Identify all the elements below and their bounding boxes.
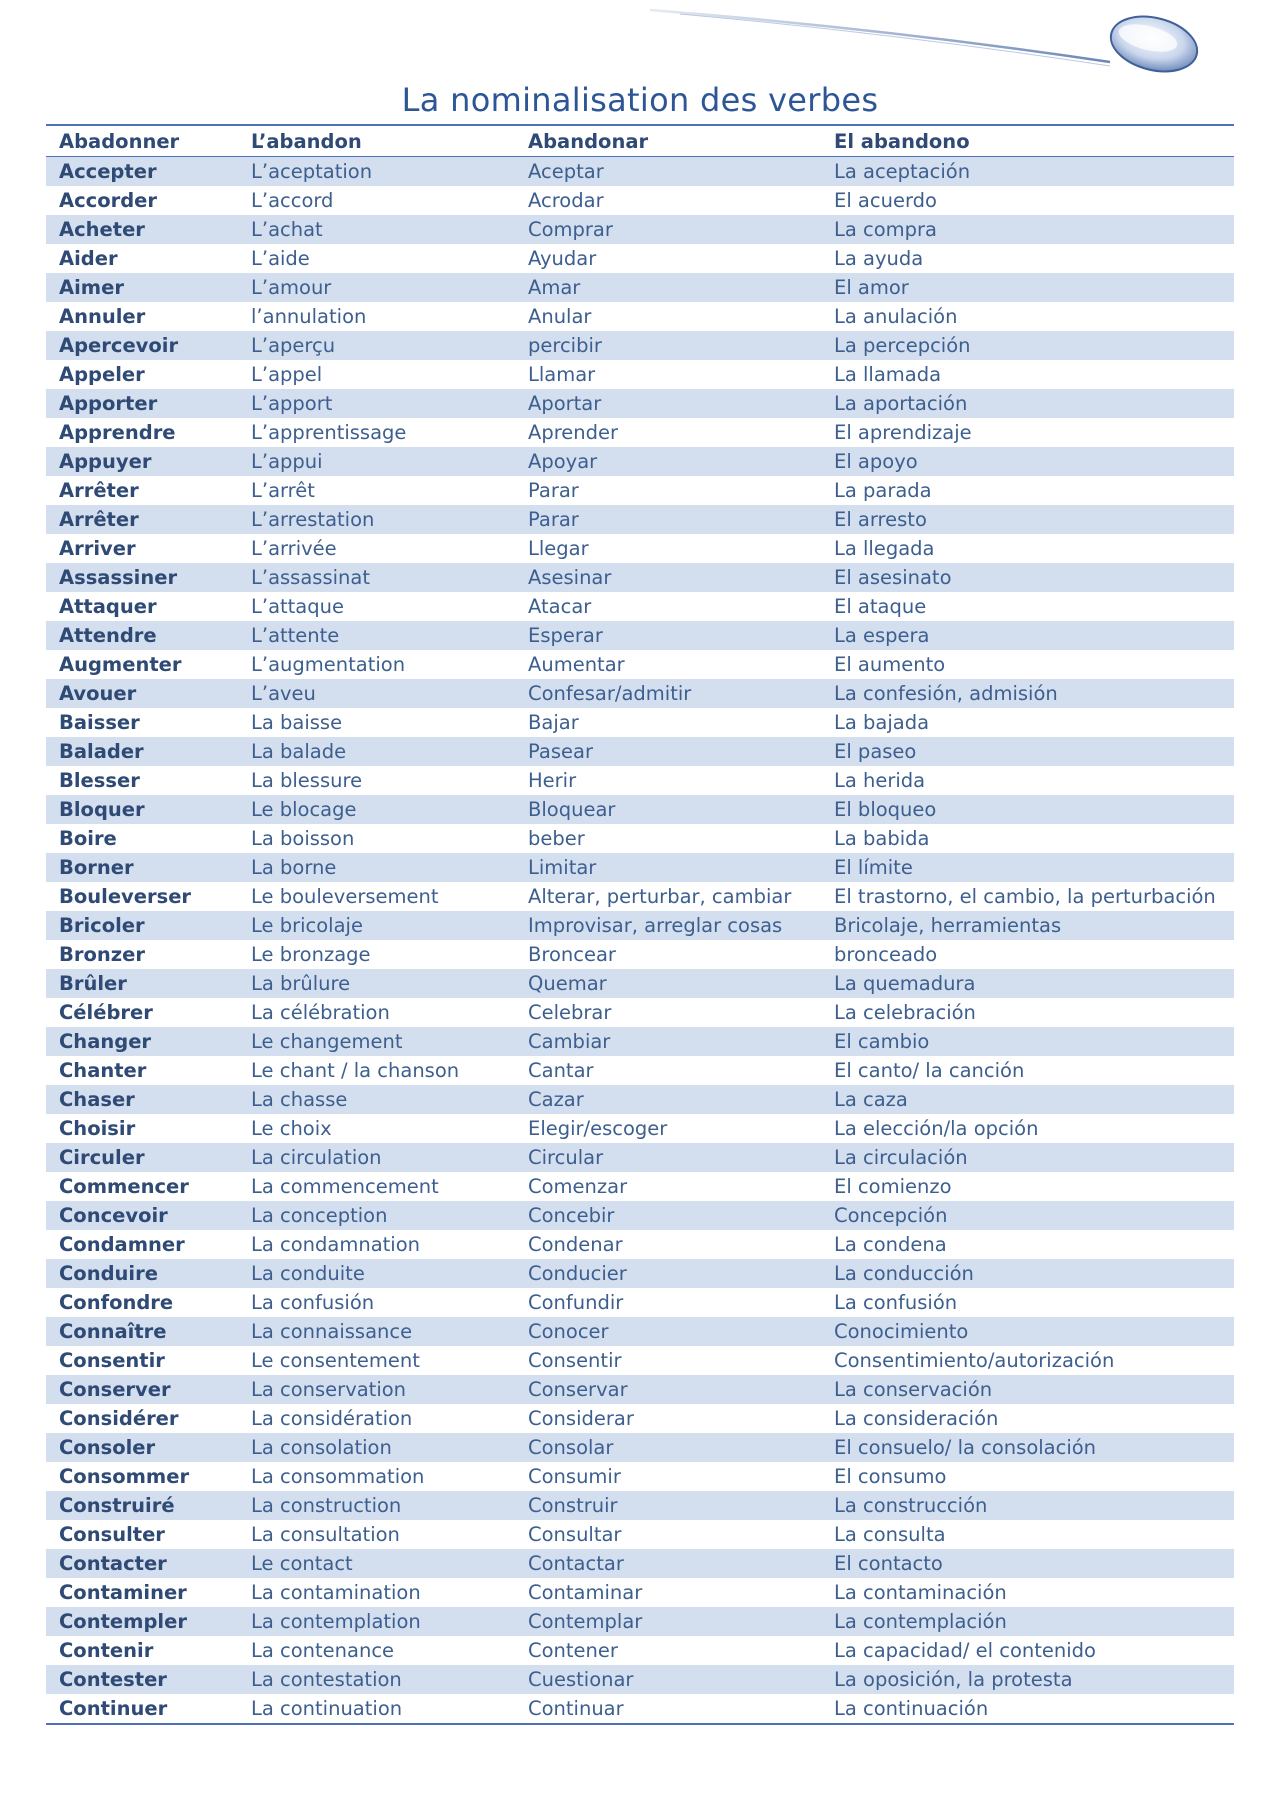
french-verb: Boire <box>46 824 238 853</box>
spanish-verb: Comenzar <box>515 1172 821 1201</box>
spanish-verb: Esperar <box>515 621 821 650</box>
spanish-noun: La contemplación <box>821 1607 1234 1636</box>
spanish-noun: El consuelo/ la consolación <box>821 1433 1234 1462</box>
header-spanish-verb: Abandonar <box>515 126 821 157</box>
table-row <box>46 1433 1234 1462</box>
spanish-noun: La consulta <box>821 1520 1234 1549</box>
spanish-noun: La anulación <box>821 302 1234 331</box>
french-verb: Conduire <box>46 1259 238 1288</box>
french-verb: Condamner <box>46 1230 238 1259</box>
spanish-noun: La aceptación <box>821 157 1234 187</box>
spanish-verb: Quemar <box>515 969 821 998</box>
spanish-verb: Concebir <box>515 1201 821 1230</box>
spanish-verb: Aportar <box>515 389 821 418</box>
table-row <box>46 331 1234 360</box>
french-noun: L’appui <box>238 447 515 476</box>
spanish-noun: La capacidad/ el contenido <box>821 1636 1234 1665</box>
spanish-verb: Ayudar <box>515 244 821 273</box>
spanish-noun: Conocimiento <box>821 1317 1234 1346</box>
french-verb: Attaquer <box>46 592 238 621</box>
spanish-verb: Parar <box>515 476 821 505</box>
table-row <box>46 1549 1234 1578</box>
table-row <box>46 1636 1234 1665</box>
spanish-verb: Cantar <box>515 1056 821 1085</box>
french-noun: L’aide <box>238 244 515 273</box>
table-row <box>46 766 1234 795</box>
french-noun: L’augmentation <box>238 650 515 679</box>
french-verb: Bouleverser <box>46 882 238 911</box>
table-row <box>46 273 1234 302</box>
french-noun: La commencement <box>238 1172 515 1201</box>
spanish-noun: El paseo <box>821 737 1234 766</box>
spanish-noun: El ataque <box>821 592 1234 621</box>
french-verb: Changer <box>46 1027 238 1056</box>
french-verb: Commencer <box>46 1172 238 1201</box>
french-verb: Consoler <box>46 1433 238 1462</box>
french-verb: Choisir <box>46 1114 238 1143</box>
french-noun: La connaissance <box>238 1317 515 1346</box>
table-row <box>46 795 1234 824</box>
french-noun: La chasse <box>238 1085 515 1114</box>
french-noun: L’arrêt <box>238 476 515 505</box>
french-verb: Célébrer <box>46 998 238 1027</box>
spanish-verb: Pasear <box>515 737 821 766</box>
spanish-verb: percibir <box>515 331 821 360</box>
table-row <box>46 1607 1234 1636</box>
spanish-verb: Consumir <box>515 1462 821 1491</box>
spanish-noun: El amor <box>821 273 1234 302</box>
french-verb: Construiré <box>46 1491 238 1520</box>
french-noun: La contemplation <box>238 1607 515 1636</box>
french-noun: La célébration <box>238 998 515 1027</box>
french-noun: La contamination <box>238 1578 515 1607</box>
french-verb: Assassiner <box>46 563 238 592</box>
spanish-verb: Conservar <box>515 1375 821 1404</box>
table-row <box>46 737 1234 766</box>
spanish-noun: El trastorno, el cambio, la perturbación <box>821 882 1234 911</box>
french-verb: Accorder <box>46 186 238 215</box>
brand-logo <box>640 4 1200 80</box>
french-verb: Blesser <box>46 766 238 795</box>
french-noun: L’assassinat <box>238 563 515 592</box>
table-row <box>46 186 1234 215</box>
table-row <box>46 1317 1234 1346</box>
table-row <box>46 708 1234 737</box>
french-verb: Brûler <box>46 969 238 998</box>
french-verb: Baisser <box>46 708 238 737</box>
spanish-verb: Circular <box>515 1143 821 1172</box>
table-row <box>46 824 1234 853</box>
french-verb: Appuyer <box>46 447 238 476</box>
spanish-verb: Contener <box>515 1636 821 1665</box>
french-verb: Bloquer <box>46 795 238 824</box>
spanish-verb: Apoyar <box>515 447 821 476</box>
french-verb: Arriver <box>46 534 238 563</box>
table-row <box>46 1201 1234 1230</box>
french-noun: Le consentement <box>238 1346 515 1375</box>
french-noun: L’aceptation <box>238 157 515 187</box>
spanish-verb: Condenar <box>515 1230 821 1259</box>
spanish-noun: Consentimiento/autorización <box>821 1346 1234 1375</box>
table-row <box>46 215 1234 244</box>
spanish-noun: El comienzo <box>821 1172 1234 1201</box>
french-verb: Chaser <box>46 1085 238 1114</box>
table-row <box>46 563 1234 592</box>
french-verb: Appeler <box>46 360 238 389</box>
french-noun: L’attaque <box>238 592 515 621</box>
table-row <box>46 592 1234 621</box>
spanish-verb: Cambiar <box>515 1027 821 1056</box>
french-noun: L’achat <box>238 215 515 244</box>
french-noun: Le bricolaje <box>238 911 515 940</box>
french-verb: Chanter <box>46 1056 238 1085</box>
spanish-noun: La confusión <box>821 1288 1234 1317</box>
page-title: La nominalisation des verbes <box>401 81 879 119</box>
spanish-noun: La babida <box>821 824 1234 853</box>
table-body <box>46 157 1234 1724</box>
spanish-verb: Cazar <box>515 1085 821 1114</box>
french-noun: La condamnation <box>238 1230 515 1259</box>
spanish-noun: bronceado <box>821 940 1234 969</box>
french-noun: La blessure <box>238 766 515 795</box>
french-verb: Connaître <box>46 1317 238 1346</box>
spanish-noun: El apoyo <box>821 447 1234 476</box>
french-noun: Le contact <box>238 1549 515 1578</box>
table-row <box>46 1288 1234 1317</box>
spanish-verb: Cuestionar <box>515 1665 821 1694</box>
french-noun: La construction <box>238 1491 515 1520</box>
french-noun: L’appel <box>238 360 515 389</box>
spanish-verb: Limitar <box>515 853 821 882</box>
french-verb: Contempler <box>46 1607 238 1636</box>
french-noun: La conservation <box>238 1375 515 1404</box>
spanish-noun: La conservación <box>821 1375 1234 1404</box>
table-row <box>46 1056 1234 1085</box>
french-noun: La contenance <box>238 1636 515 1665</box>
spanish-noun: La espera <box>821 621 1234 650</box>
table-row <box>46 302 1234 331</box>
table-row <box>46 1578 1234 1607</box>
spanish-noun: La circulación <box>821 1143 1234 1172</box>
spanish-verb: Consentir <box>515 1346 821 1375</box>
french-verb: Bricoler <box>46 911 238 940</box>
spanish-verb: Anular <box>515 302 821 331</box>
spanish-verb: Acrodar <box>515 186 821 215</box>
spanish-verb: Atacar <box>515 592 821 621</box>
french-noun: La conception <box>238 1201 515 1230</box>
table-row <box>46 940 1234 969</box>
spanish-verb: Llamar <box>515 360 821 389</box>
french-verb: Consommer <box>46 1462 238 1491</box>
spanish-noun: La herida <box>821 766 1234 795</box>
spanish-verb: Parar <box>515 505 821 534</box>
french-noun: La conduite <box>238 1259 515 1288</box>
french-noun: l’annulation <box>238 302 515 331</box>
french-verb: Contaminer <box>46 1578 238 1607</box>
spanish-verb: Confesar/admitir <box>515 679 821 708</box>
table-row <box>46 1172 1234 1201</box>
table-row <box>46 1085 1234 1114</box>
spanish-noun: El aprendizaje <box>821 418 1234 447</box>
table-row <box>46 1404 1234 1433</box>
spanish-verb: Conocer <box>515 1317 821 1346</box>
french-noun: L’aperçu <box>238 331 515 360</box>
table-row <box>46 969 1234 998</box>
french-noun: Le bronzage <box>238 940 515 969</box>
spanish-verb: Amar <box>515 273 821 302</box>
french-verb: Balader <box>46 737 238 766</box>
table-row <box>46 447 1234 476</box>
french-verb: Confondre <box>46 1288 238 1317</box>
table-row <box>46 389 1234 418</box>
spanish-noun: La llamada <box>821 360 1234 389</box>
spanish-verb: Bajar <box>515 708 821 737</box>
french-noun: L’arrivée <box>238 534 515 563</box>
table-header-row <box>46 126 1234 157</box>
french-noun: La confusión <box>238 1288 515 1317</box>
french-noun: Le bouleversement <box>238 882 515 911</box>
spanish-verb: Considerar <box>515 1404 821 1433</box>
table-row <box>46 1462 1234 1491</box>
spanish-verb: Elegir/escoger <box>515 1114 821 1143</box>
french-verb: Consulter <box>46 1520 238 1549</box>
table-row <box>46 1230 1234 1259</box>
spanish-verb: Conducier <box>515 1259 821 1288</box>
french-verb: Annuler <box>46 302 238 331</box>
french-noun: La continuation <box>238 1694 515 1723</box>
french-noun: L’aveu <box>238 679 515 708</box>
spanish-verb: Construir <box>515 1491 821 1520</box>
spanish-noun: La aportación <box>821 389 1234 418</box>
nominalisation-table <box>46 124 1234 1725</box>
spanish-noun: La celebración <box>821 998 1234 1027</box>
spanish-noun: La continuación <box>821 1694 1234 1723</box>
spanish-verb: Contactar <box>515 1549 821 1578</box>
table-row <box>46 1027 1234 1056</box>
french-verb: Borner <box>46 853 238 882</box>
table-row <box>46 882 1234 911</box>
spanish-noun: La condena <box>821 1230 1234 1259</box>
spanish-noun: La contaminación <box>821 1578 1234 1607</box>
table-row <box>46 1259 1234 1288</box>
table-row <box>46 157 1234 187</box>
spanish-noun: El bloqueo <box>821 795 1234 824</box>
french-noun: Le blocage <box>238 795 515 824</box>
french-noun: La consommation <box>238 1462 515 1491</box>
table-row <box>46 1694 1234 1723</box>
table-row <box>46 679 1234 708</box>
spanish-verb: beber <box>515 824 821 853</box>
french-verb: Arrêter <box>46 476 238 505</box>
french-noun: L’apprentissage <box>238 418 515 447</box>
spanish-noun: La construcción <box>821 1491 1234 1520</box>
french-noun: La consultation <box>238 1520 515 1549</box>
header-french-noun: L’abandon <box>238 126 515 157</box>
french-verb: Consentir <box>46 1346 238 1375</box>
table-row <box>46 998 1234 1027</box>
spanish-noun: La consideración <box>821 1404 1234 1433</box>
spanish-verb: Contaminar <box>515 1578 821 1607</box>
table-row <box>46 1114 1234 1143</box>
french-verb: Acheter <box>46 215 238 244</box>
spanish-noun: La oposición, la protesta <box>821 1665 1234 1694</box>
spanish-noun: La ayuda <box>821 244 1234 273</box>
french-verb: Circuler <box>46 1143 238 1172</box>
spanish-verb: Consolar <box>515 1433 821 1462</box>
french-verb: Apprendre <box>46 418 238 447</box>
spanish-verb: Broncear <box>515 940 821 969</box>
spanish-verb: Celebrar <box>515 998 821 1027</box>
french-noun: La consolation <box>238 1433 515 1462</box>
french-verb: Apporter <box>46 389 238 418</box>
french-verb: Accepter <box>46 157 238 187</box>
table-row <box>46 1143 1234 1172</box>
table-row <box>46 534 1234 563</box>
spanish-noun: La elección/la opción <box>821 1114 1234 1143</box>
french-verb: Contester <box>46 1665 238 1694</box>
table-row <box>46 1346 1234 1375</box>
french-verb: Avouer <box>46 679 238 708</box>
spanish-verb: Aceptar <box>515 157 821 187</box>
table-row <box>46 1520 1234 1549</box>
table-row <box>46 476 1234 505</box>
french-verb: Contacter <box>46 1549 238 1578</box>
spanish-noun: La llegada <box>821 534 1234 563</box>
spanish-noun: La parada <box>821 476 1234 505</box>
french-verb: Attendre <box>46 621 238 650</box>
spanish-noun: La compra <box>821 215 1234 244</box>
spanish-noun: La quemadura <box>821 969 1234 998</box>
french-noun: L’arrestation <box>238 505 515 534</box>
spanish-noun: El cambio <box>821 1027 1234 1056</box>
table-row <box>46 853 1234 882</box>
table-row <box>46 360 1234 389</box>
header-french-verb: Abadonner <box>46 126 238 157</box>
table-row <box>46 650 1234 679</box>
french-noun: La balade <box>238 737 515 766</box>
french-verb: Concevoir <box>46 1201 238 1230</box>
spanish-noun: El asesinato <box>821 563 1234 592</box>
french-verb: Arrêter <box>46 505 238 534</box>
spanish-noun: El contacto <box>821 1549 1234 1578</box>
french-noun: L’amour <box>238 273 515 302</box>
french-noun: La boisson <box>238 824 515 853</box>
spanish-verb: Improvisar, arreglar cosas <box>515 911 821 940</box>
spanish-verb: Confundir <box>515 1288 821 1317</box>
spanish-verb: Herir <box>515 766 821 795</box>
spanish-noun: El límite <box>821 853 1234 882</box>
spanish-noun: La caza <box>821 1085 1234 1114</box>
french-noun: L’apport <box>238 389 515 418</box>
spanish-verb: Continuar <box>515 1694 821 1723</box>
french-noun: La considération <box>238 1404 515 1433</box>
table-row <box>46 1375 1234 1404</box>
french-verb: Continuer <box>46 1694 238 1723</box>
spanish-noun: El aumento <box>821 650 1234 679</box>
french-noun: La borne <box>238 853 515 882</box>
table-row <box>46 621 1234 650</box>
french-verb: Aider <box>46 244 238 273</box>
spanish-verb: Alterar, perturbar, cambiar <box>515 882 821 911</box>
table-row <box>46 1491 1234 1520</box>
french-verb: Augmenter <box>46 650 238 679</box>
spanish-noun: Concepción <box>821 1201 1234 1230</box>
french-verb: Bronzer <box>46 940 238 969</box>
french-noun: Le changement <box>238 1027 515 1056</box>
french-verb: Aimer <box>46 273 238 302</box>
spanish-verb: Bloquear <box>515 795 821 824</box>
french-noun: Le chant / la chanson <box>238 1056 515 1085</box>
french-noun: La baisse <box>238 708 515 737</box>
spanish-noun: El consumo <box>821 1462 1234 1491</box>
french-noun: La contestation <box>238 1665 515 1694</box>
spanish-noun: La conducción <box>821 1259 1234 1288</box>
spanish-verb: Contemplar <box>515 1607 821 1636</box>
french-verb: Apercevoir <box>46 331 238 360</box>
french-verb: Contenir <box>46 1636 238 1665</box>
french-noun: Le choix <box>238 1114 515 1143</box>
spanish-noun: La confesión, admisión <box>821 679 1234 708</box>
french-verb: Conserver <box>46 1375 238 1404</box>
french-noun: L’accord <box>238 186 515 215</box>
spanish-noun: La bajada <box>821 708 1234 737</box>
spanish-noun: Bricolaje, herramientas <box>821 911 1234 940</box>
french-noun: La brûlure <box>238 969 515 998</box>
spanish-noun: La percepción <box>821 331 1234 360</box>
spanish-noun: El acuerdo <box>821 186 1234 215</box>
spanish-verb: Comprar <box>515 215 821 244</box>
header-spanish-noun: El abandono <box>821 126 1234 157</box>
spanish-verb: Asesinar <box>515 563 821 592</box>
spanish-verb: Aumentar <box>515 650 821 679</box>
spanish-verb: Consultar <box>515 1520 821 1549</box>
table-row <box>46 1665 1234 1694</box>
spanish-noun: El arresto <box>821 505 1234 534</box>
table-row <box>46 244 1234 273</box>
table-row <box>46 911 1234 940</box>
spanish-verb: Aprender <box>515 418 821 447</box>
french-noun: L’attente <box>238 621 515 650</box>
table-row <box>46 418 1234 447</box>
french-noun: La circulation <box>238 1143 515 1172</box>
spanish-verb: Llegar <box>515 534 821 563</box>
french-verb: Considérer <box>46 1404 238 1433</box>
spanish-noun: El canto/ la canción <box>821 1056 1234 1085</box>
table-row <box>46 505 1234 534</box>
